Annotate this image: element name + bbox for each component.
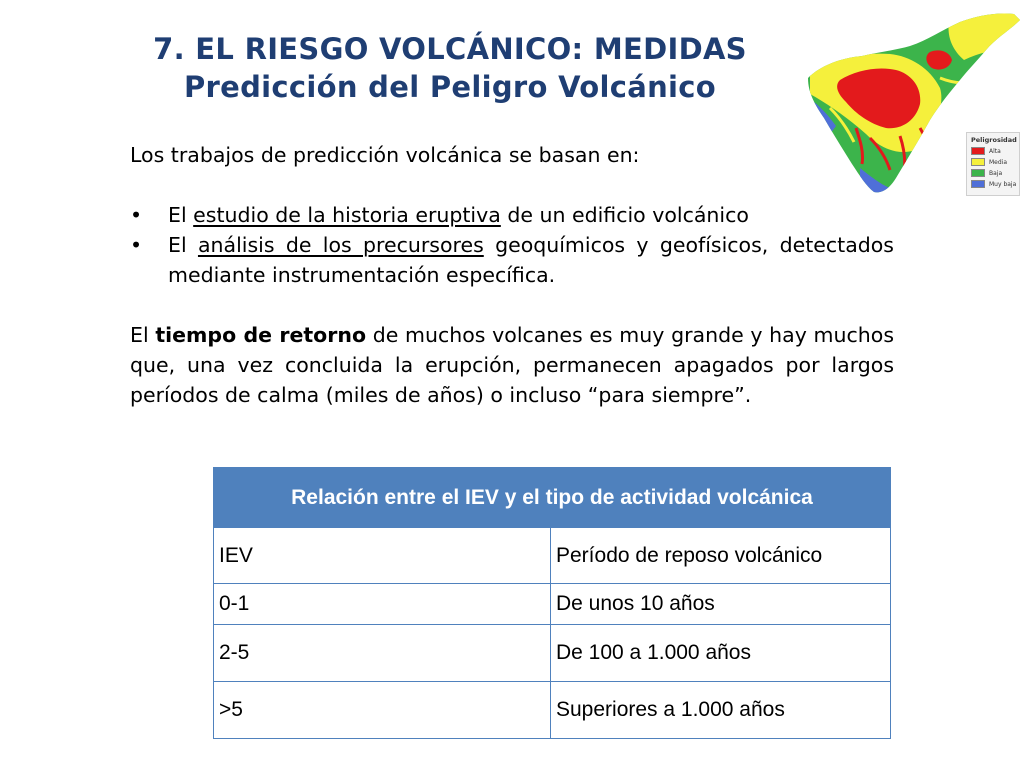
map-legend-item [971, 180, 1016, 188]
bullet-underlined-term: estudio de la historia eruptiva [193, 203, 501, 227]
table-cell-iev: IEV [214, 528, 551, 584]
paragraph-pre: El [130, 323, 156, 347]
legend-swatch-muy-baja [971, 180, 985, 188]
bullet-item [130, 200, 894, 230]
iev-table [213, 467, 891, 739]
table-row [214, 625, 891, 682]
legend-label: Muy baja [989, 180, 1017, 188]
table-cell-reposo: De 100 a 1.000 años [551, 625, 891, 682]
map-legend-title: Peligrosidad [971, 136, 1017, 144]
intro-text: Los trabajos de predicción volcánica se basan en: [130, 143, 640, 167]
map-legend-item [971, 158, 1007, 166]
legend-swatch-media [971, 158, 985, 166]
bullet-text-pre: El [168, 233, 198, 257]
table-cell-reposo: De unos 10 años [551, 584, 891, 625]
bullet-list [130, 200, 894, 290]
legend-swatch-alta [971, 147, 985, 155]
bullet-marker: • [130, 203, 143, 227]
map-legend-item [971, 147, 1001, 155]
table-cell-reposo: Período de reposo volcánico [551, 528, 891, 584]
bullet-text-pre: El [168, 203, 194, 227]
table-cell-iev: 0-1 [214, 584, 551, 625]
bullet-underlined-term: análisis de los precursores [197, 233, 484, 257]
legend-label: Media [989, 158, 1008, 166]
bullet-text-post: de un edificio volcánico [500, 203, 749, 227]
legend-label: Baja [989, 169, 1003, 177]
table-row [214, 528, 891, 584]
title-line-2: Predicción del Peligro Volcánico [183, 70, 717, 104]
map-legend [966, 132, 1020, 196]
map-legend-item [971, 169, 1002, 177]
table-cell-iev: >5 [214, 682, 551, 739]
bullet-marker: • [130, 233, 143, 257]
slide-title [60, 30, 840, 106]
title-line-1: 7. EL RIESGO VOLCÁNICO: MEDIDAS [153, 32, 747, 66]
slide-body [130, 140, 894, 410]
bullet-text-post: geoquímicos y geofísicos, detectados mediante instrumentación específica. [168, 233, 894, 287]
paragraph-bold-term: tiempo de retorno [155, 323, 367, 347]
table-cell-iev: 2-5 [214, 625, 551, 682]
table-row [214, 584, 891, 625]
table-header: Relación entre el IEV y el tipo de actividad volcánica [214, 468, 891, 528]
return-time-paragraph [130, 320, 894, 410]
table-cell-reposo: Superiores a 1.000 años [551, 682, 891, 739]
legend-swatch-baja [971, 169, 985, 177]
paragraph-post: de muchos volcanes es muy grande y hay muchos que, una vez concluida la erupción, permanecen apagados por largos períodos de calma (miles de años) o incluso “para siempre”. [130, 323, 894, 407]
legend-label: Alta [989, 147, 1001, 155]
table-row [214, 682, 891, 739]
bullet-item [130, 230, 894, 290]
